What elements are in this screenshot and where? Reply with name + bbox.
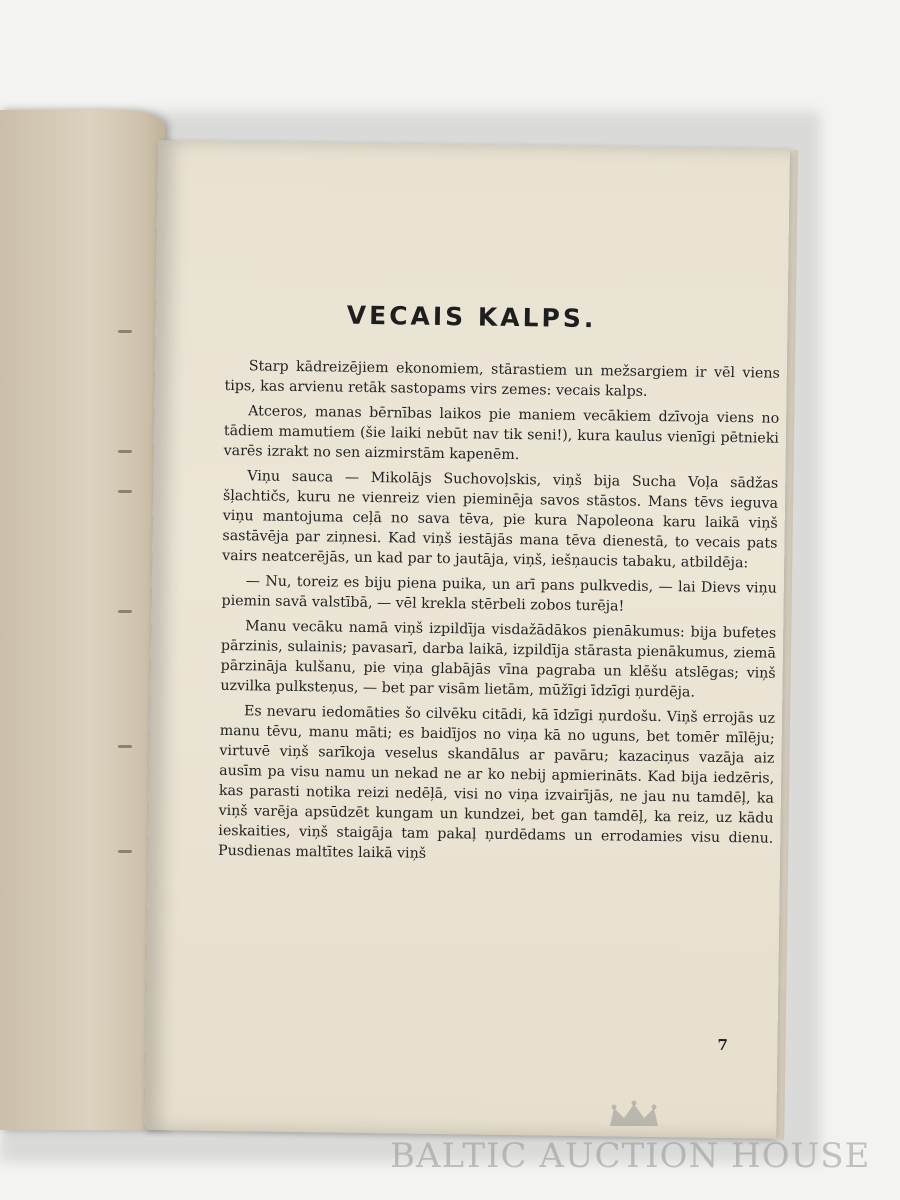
body-text: [218, 356, 780, 874]
paragraph: — Nu, toreiz es biju piena puika, un arī pans pulkvedis, — lai Dievs viņu piemin savā valstībā, — vēl krekla stērbeli zobos turēja!: [221, 573, 777, 615]
left-page: [0, 110, 165, 1130]
watermark: BALTIC AUCTION HOUSE: [390, 1136, 871, 1176]
page-number: 7: [717, 1035, 728, 1055]
paragraph: Viņu sauca — Mikolājs Suchovoļskis, viņš bija Sucha Voļa sādžas šļachtičs, kuru ne vienreiz vien pieminēja savos stāstos. Mans tēvs ieguva viņu mantojuma ceļā no sava tēva, pie kura Napoleona karu laikā viņš sastāvēja par ziņnesi. Kad viņš iestājās mana tēva dienestā, to vecais pats vairs neatcerējās, un kad par to jautāja, viņš, iešņaucis tabaku, atbildēja:: [222, 468, 779, 572]
paragraph: Atceros, manas bērnības laikos pie maniem vecākiem dzīvoja viens no tādiem mamutiem (šie laiki nebūt nav tik seni!), kura kaulus vienīgi pētnieki varēs izrakt no sen aizmirstām kapenēm.: [223, 403, 780, 464]
paragraph: Es nevaru iedomāties šo cilvēku citādi, kā īdzīgi ņurdošu. Viņš errojās uz manu tēvu, manu māti; es baidījos no viņa kā no uguns, bet tomēr mīlēju; virtuvē viņš sarīkoja veselus skandālus ar pavāru; kazaciņus vazāja aiz ausīm pa visu namu un nekad ne ar ko nebij apmierināts. Kad bija iedzēris, kas parasti notika reizi nedēļā, visi no viņa izvairījās, ne jau nu tamdēļ, ka viņš varēja apsūdzēt kungam un kundzei, bet gan tamdēļ, ka reiz, uz kādu ieskaities, viņš staigāja tam pakaļ ņurdēdams un errodamies visu dienu. Pusdienas maltītes laikā viņš: [217, 703, 776, 862]
binding-threads: [118, 290, 138, 990]
crown-icon: [606, 1100, 662, 1130]
chapter-title: VECAIS KALPS.: [346, 300, 597, 334]
paragraph: Manu vecāku namā viņš izpildīja visdažādākos pienākumus: bija bufetes pārzinis, sulainis; pavasarī, darba laikā, izpildīja stārasta pienākumus, ziemā pārzināja kulšanu, pie viņa glabājās vīna pagraba un klēšu atslēgas; viņš uzvilka pulksteņus, — bet par visām lietām, mūžīgi īdzīgi ņurdēja.: [220, 618, 777, 701]
right-page: [144, 140, 790, 1139]
paragraph: Starp kādreizējiem ekonomiem, stārastiem un mežsargiem ir vēl viens tips, kas arvienu retāk sastopams virs zemes: vecais kalps.: [224, 358, 780, 400]
